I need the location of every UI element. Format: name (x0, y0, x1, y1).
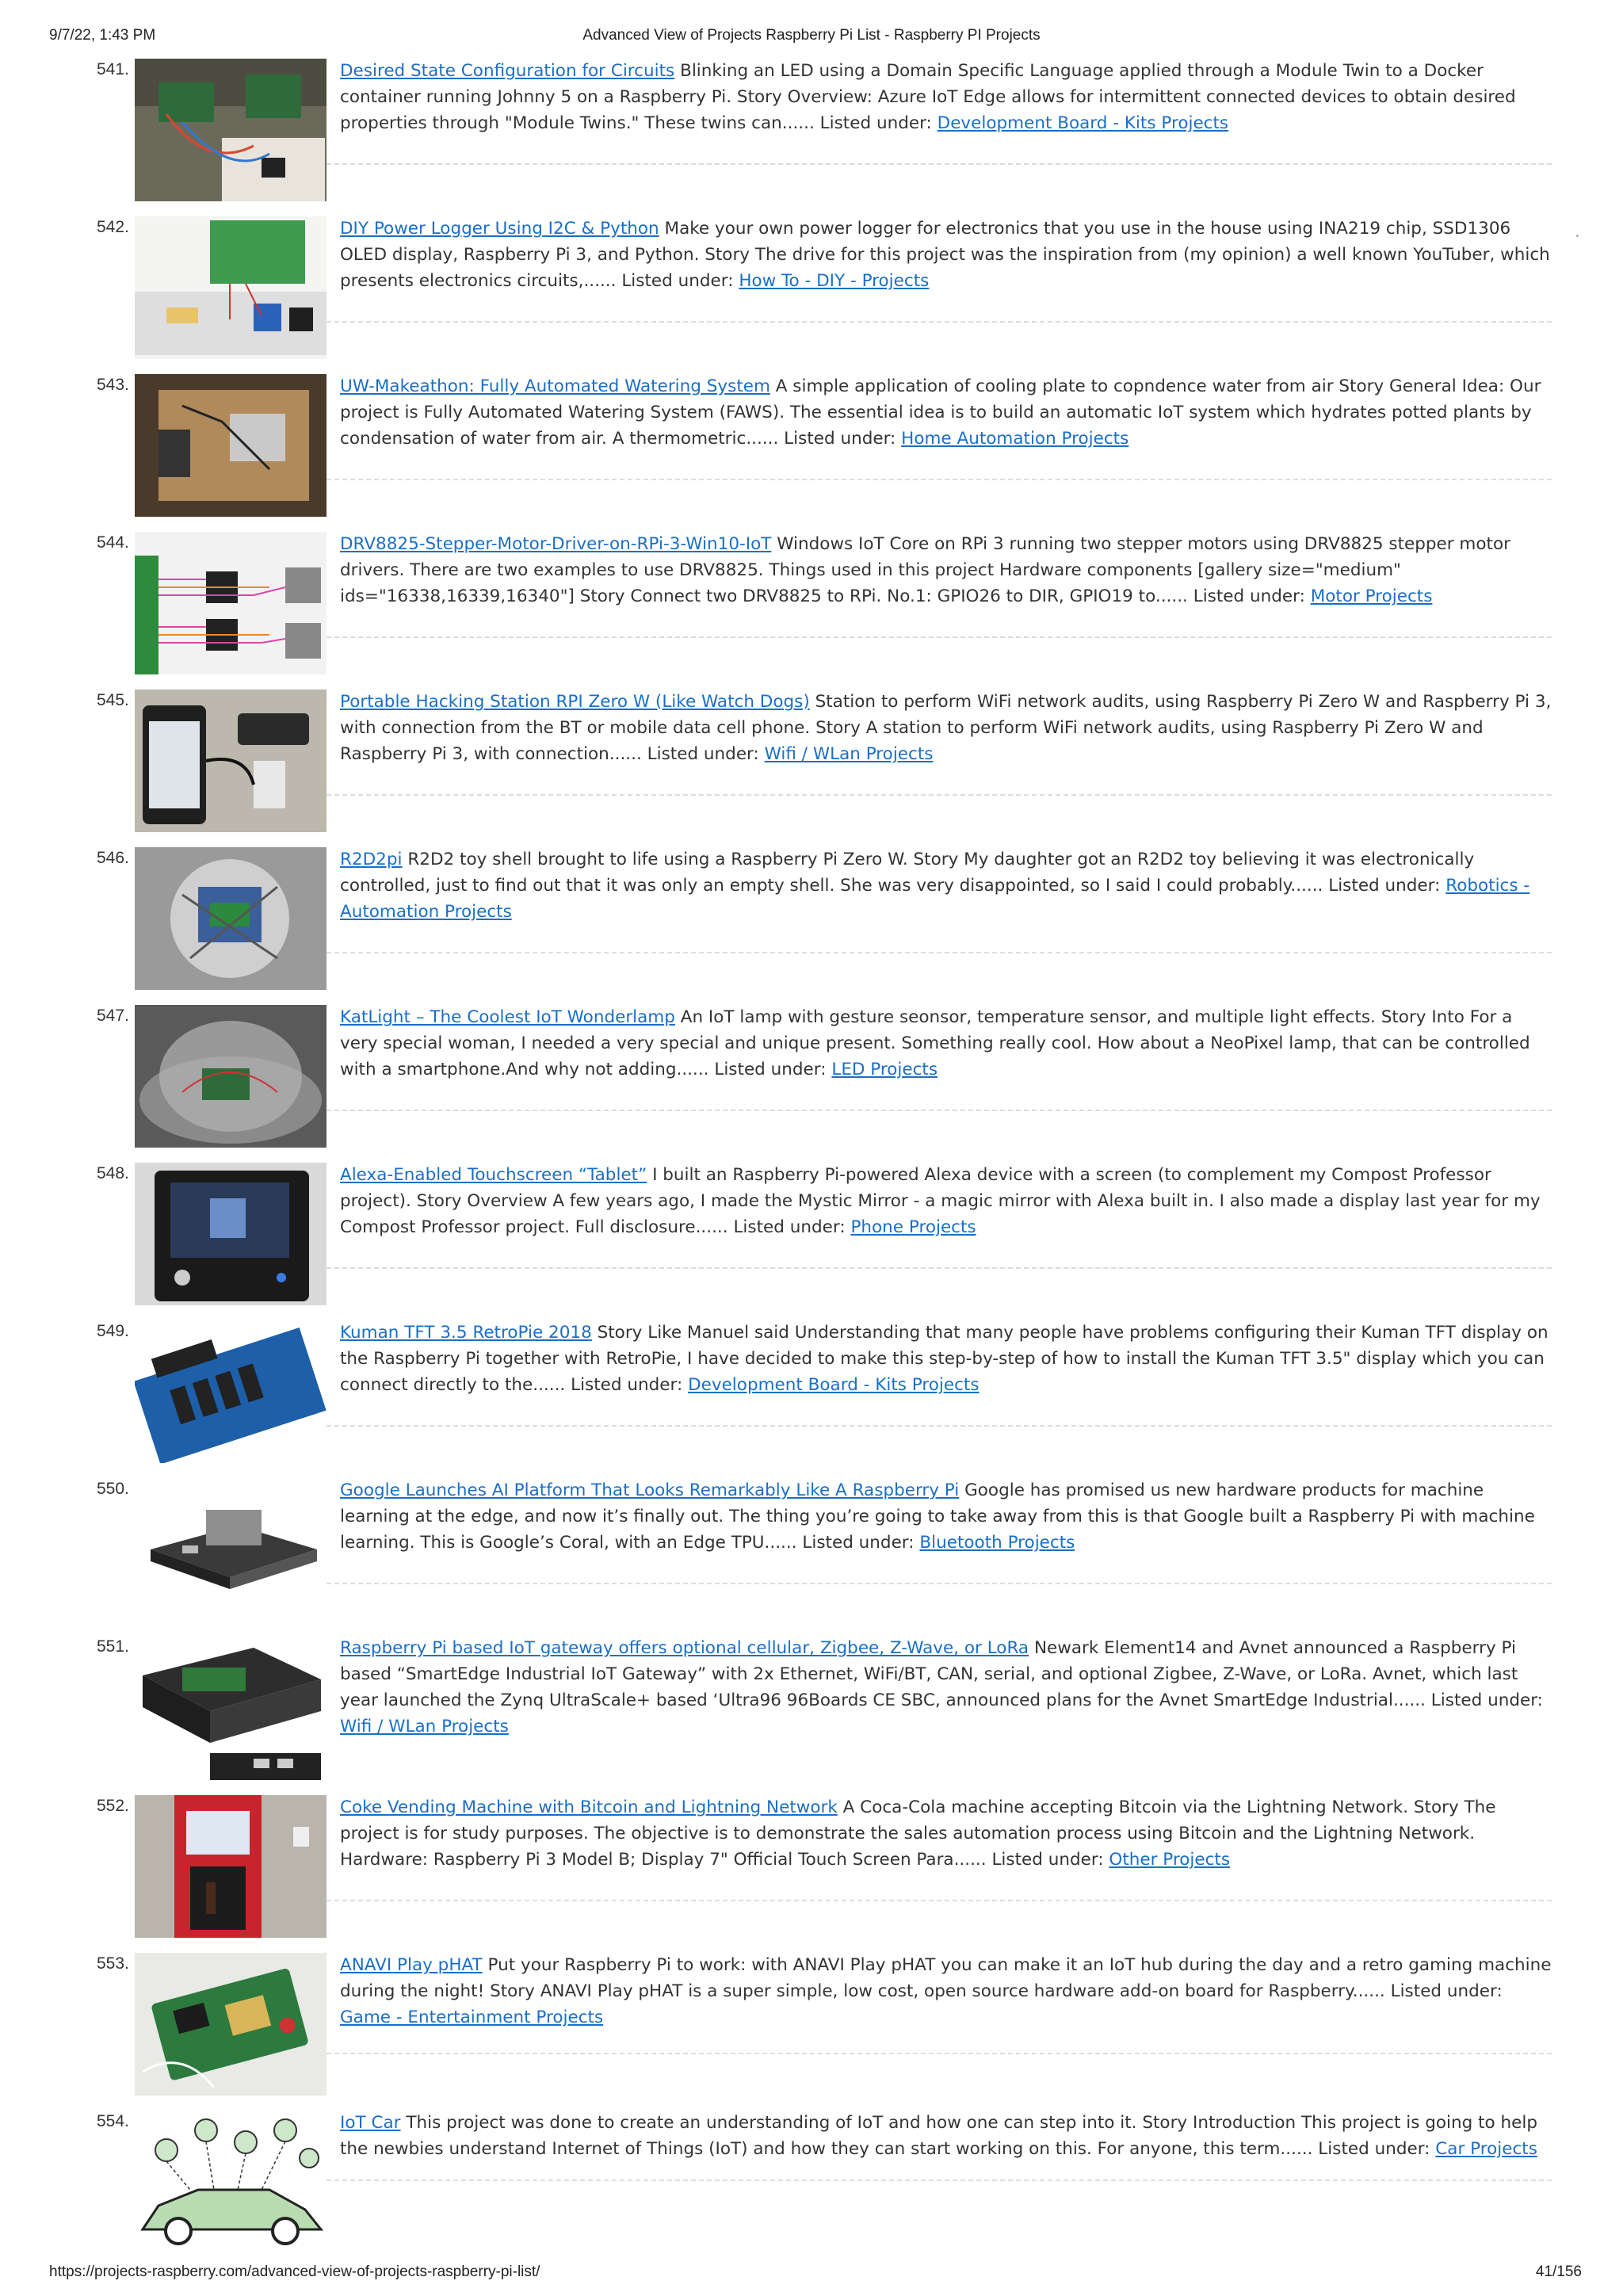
item-title-link[interactable]: Desired State Configuration for Circuits (340, 61, 675, 81)
print-page-title: Advanced View of Projects Raspberry Pi List - Raspberry PI Projects (582, 27, 1041, 44)
item-title-link[interactable]: ANAVI Play pHAT (340, 1955, 483, 1975)
item-number: 545. (97, 691, 129, 709)
item-category-link[interactable]: Motor Projects (1310, 586, 1433, 606)
item-category-link[interactable]: Wifi / WLan Projects (764, 744, 934, 764)
item-text (340, 2110, 1552, 2162)
item-description: This project was done to create an understanding of IoT and how one can step into it. Story Introduction This project is going to help the newbies understand Internet of Things (IoT) and how they can start working on this. For anyone, this term...... (340, 2113, 1538, 2159)
item-description: A simple application of cooling plate to copndence water from air Story General Idea: Our project is Fully Automated Watering System (FAWS). The essential idea is to build an automatic IoT system which hydrates potted plants by condensation of water from air. A thermometric...... (340, 376, 1541, 449)
listed-under-label: Listed under: (571, 1375, 683, 1395)
list-item (0, 1634, 1623, 1794)
thumbnail-image[interactable] (135, 1163, 327, 1305)
project-list (0, 57, 1623, 2267)
item-text (340, 1477, 1552, 1556)
item-number: 551. (97, 1637, 129, 1656)
list-item (0, 1003, 1623, 1161)
item-number: 542. (97, 218, 129, 236)
item-divider (327, 2053, 1552, 2054)
thumbnail-image[interactable] (135, 690, 327, 832)
item-title-link[interactable]: KatLight – The Coolest IoT Wonderlamp (340, 1007, 675, 1027)
item-description: Windows IoT Core on RPi 3 running two stepper motors using DRV8825 stepper motor drivers. There are two examples to use DRV8825. Things used in this project Hardware components [gallery size="medium" ids="16338,16339,16340"] Story Connect two DRV8825 to RPi. No.1: GPIO26 to DIR, GPIO19 to...... (340, 534, 1510, 606)
list-item (0, 2109, 1623, 2267)
item-number: 550. (97, 1480, 129, 1498)
item-title-link[interactable]: Kuman TFT 3.5 RetroPie 2018 (340, 1323, 592, 1343)
item-text (340, 1004, 1552, 1083)
item-title-link[interactable]: IoT Car (340, 2113, 401, 2133)
list-item (0, 1319, 1623, 1477)
print-datetime: 9/7/22, 1:43 PM (49, 27, 156, 44)
item-text (340, 846, 1552, 925)
item-description: Newark Element14 and Avnet announced a Raspberry Pi based “SmartEdge Industrial IoT Gateway” with 2x Ethernet, WiFi/BT, CAN, serial, and optional Zigbee, Z-Wave, or LoRa. Avnet, which last year launched the Zynq UltraScale+ based ‘Ultra96 96Boards CE SBC, announced plans for the Avnet SmartEdge Industrial...... (340, 1638, 1518, 1710)
item-description: R2D2 toy shell brought to life using a Raspberry Pi Zero W. Story My daughter got an R2D2 toy believing it was electronically controlled, just to find out that it was only an empty shell. She was very disappointed, so I said I could probably...... (340, 850, 1475, 896)
item-divider (327, 1267, 1552, 1269)
item-divider (327, 794, 1552, 796)
item-category-link[interactable]: Development Board - Kits Projects (937, 113, 1229, 133)
listed-under-label: Listed under: (802, 1533, 915, 1553)
list-item (0, 1794, 1623, 1951)
item-category-link[interactable]: Robotics - Automation Projects (340, 876, 1530, 922)
item-text (340, 58, 1552, 136)
list-item (0, 1161, 1623, 1319)
item-number: 543. (97, 376, 129, 394)
item-text (340, 1320, 1552, 1398)
item-title-link[interactable]: Portable Hacking Station RPI Zero W (Like Watch Dogs) (340, 692, 810, 712)
list-item (0, 1951, 1623, 2109)
item-title-link[interactable]: R2D2pi (340, 850, 403, 869)
item-divider (327, 1583, 1552, 1584)
item-number: 546. (97, 849, 129, 867)
item-divider (327, 479, 1552, 480)
item-description: Google has promised us new hardware products for machine learning at the edge, and now it’s finally out. The thing you’re going to take away from this is that Google built a Raspberry Pi with machine learning. This is Google’s Coral, with an Edge TPU...... (340, 1480, 1535, 1553)
item-text (340, 1952, 1552, 2030)
list-item (0, 846, 1623, 1003)
listed-under-label: Listed under: (1318, 2139, 1430, 2159)
thumbnail-image[interactable] (135, 532, 327, 674)
listed-under-label: Listed under: (714, 1060, 827, 1079)
item-number: 547. (97, 1007, 129, 1025)
item-category-link[interactable]: LED Projects (831, 1060, 938, 1079)
thumbnail-image[interactable] (135, 1953, 327, 2095)
item-text (340, 373, 1552, 452)
item-category-link[interactable]: How To - DIY - Projects (739, 271, 930, 291)
thumbnail-image[interactable] (135, 374, 327, 517)
item-category-link[interactable]: Car Projects (1435, 2139, 1537, 2159)
item-category-link[interactable]: Wifi / WLan Projects (340, 1717, 509, 1736)
listed-under-label: Listed under: (1430, 1690, 1543, 1710)
item-number: 544. (97, 533, 129, 552)
list-item (0, 57, 1623, 215)
print-page-number: 41/156 (1535, 2264, 1582, 2280)
item-description: A Coca-Cola machine accepting Bitcoin via the Lightning Network. Story The project is for study purposes. The objective is to demonstrate the sales automation process using Bitcoin and the Lightning Network. Hardware: Raspberry Pi 3 Model B; Display 7" Official Touch Screen Para...... (340, 1797, 1496, 1870)
print-url: https://projects-raspberry.com/advanced-view-of-projects-raspberry-pi-list/ (49, 2264, 540, 2280)
item-description: Story Like Manuel said Understanding that many people have problems configuring their Kuman TFT display on the Raspberry Pi together with RetroPie, I have decided to make this step-by-step of how to install the Kuman TFT 3.5" display which you can connect directly to the...... (340, 1323, 1549, 1395)
item-description: Blinking an LED using a Domain Specific Language applied through a Module Twin to a Docker container running Johnny 5 on a Raspberry Pi. Story Overview: Azure IoT Edge allows for intermittent connected devices to obtain desired properties through "Module Twins." These twins can...... (340, 61, 1516, 133)
item-title-link[interactable]: Raspberry Pi based IoT gateway offers optional cellular, Zigbee, Z-Wave, or LoRa (340, 1638, 1029, 1658)
item-text (340, 531, 1552, 609)
item-title-link[interactable]: DRV8825-Stepper-Motor-Driver-on-RPi-3-Win10-IoT (340, 534, 772, 554)
item-category-link[interactable]: Game - Entertainment Projects (340, 2008, 604, 2027)
item-category-link[interactable]: Home Automation Projects (901, 429, 1129, 449)
item-divider (327, 952, 1552, 953)
thumbnail-image[interactable] (135, 1005, 327, 1148)
item-title-link[interactable]: DIY Power Logger Using I2C & Python (340, 219, 659, 239)
list-item (0, 530, 1623, 688)
thumbnail-image[interactable] (135, 59, 327, 201)
thumbnail-image[interactable] (135, 2111, 327, 2253)
listed-under-label: Listed under: (1390, 1981, 1503, 2001)
listed-under-label: Listed under: (819, 113, 932, 133)
item-category-link[interactable]: Development Board - Kits Projects (688, 1375, 980, 1395)
thumbnail-image[interactable] (135, 1636, 327, 1782)
list-item (0, 688, 1623, 846)
item-title-link[interactable]: UW-Makeathon: Fully Automated Watering System (340, 376, 770, 396)
item-text (340, 689, 1552, 767)
listed-under-label: Listed under: (647, 744, 759, 764)
item-text (340, 1162, 1552, 1240)
list-item (0, 215, 1623, 372)
item-description: An IoT lamp with gesture seonsor, temperature sensor, and multiple light effects. Story Into For a very special woman, I needed a very special and unique present. Something really cool. How about a NeoPixel lamp, that can be controlled with a smartphone.And why not adding...... (340, 1007, 1530, 1079)
item-divider (327, 163, 1552, 165)
item-description: I built an Raspberry Pi-powered Alexa device with a screen (to complement my Compost Professor project). Story Overview A few years ago, I made the Mystic Mirror - a magic mirror with Alexa built in. I also made a display last year for my Compost Professor project. Full disclosure...... (340, 1165, 1541, 1237)
item-number: 541. (97, 60, 129, 78)
item-divider (327, 1110, 1552, 1111)
item-divider (327, 1900, 1552, 1901)
list-item (0, 372, 1623, 530)
item-divider (327, 321, 1552, 323)
item-title-link[interactable]: Coke Vending Machine with Bitcoin and Lightning Network (340, 1797, 838, 1817)
thumbnail-image[interactable] (135, 216, 327, 359)
thumbnail-image[interactable] (135, 1320, 327, 1463)
listed-under-label: Listed under: (991, 1850, 1104, 1870)
item-divider (327, 636, 1552, 638)
listed-under-label: Listed under: (784, 429, 896, 449)
item-number: 549. (97, 1322, 129, 1340)
item-category-link[interactable]: Bluetooth Projects (919, 1533, 1075, 1553)
thumbnail-image[interactable] (135, 1478, 327, 1621)
item-number: 548. (97, 1164, 129, 1182)
item-number: 552. (97, 1797, 129, 1815)
item-description: Make your own power logger for electronics that you use in the house using INA219 chip, SSD1306 OLED display, Raspberry Pi 3, and Python. Story The drive for this project was the inspiration from (my opinion) a well known YouTuber, which presents electronics circuits,...... (340, 219, 1550, 291)
item-text (340, 1635, 1552, 1740)
item-number: 554. (97, 2112, 129, 2130)
listed-under-label: Listed under: (1328, 876, 1441, 896)
list-item (0, 1477, 1623, 1634)
item-category-link[interactable]: Phone Projects (850, 1217, 976, 1237)
thumbnail-image[interactable] (135, 847, 327, 990)
listed-under-label: Listed under: (1193, 586, 1305, 606)
listed-under-label: Listed under: (621, 271, 734, 291)
item-text (340, 216, 1552, 294)
item-title-link[interactable]: Google Launches AI Platform That Looks Remarkably Like A Raspberry Pi (340, 1480, 960, 1500)
item-description: Put your Raspberry Pi to work: with ANAVI Play pHAT you can make it an IoT hub during the day and a retro gaming machine during the night! Story ANAVI Play pHAT is a super simple, low cost, open source hardware add-on board for Raspberry...... (340, 1955, 1552, 2001)
item-number: 553. (97, 1954, 129, 1973)
item-title-link[interactable]: Alexa-Enabled Touchscreen “Tablet” (340, 1165, 647, 1185)
item-category-link[interactable]: Other Projects (1109, 1850, 1231, 1870)
item-description: Station to perform WiFi network audits, using Raspberry Pi Zero W and Raspberry Pi 3, with connection from the BT or mobile data cell phone. Story A station to perform WiFi network audits, using Raspberry Pi Zero W and Raspberry Pi 3, with connection...... (340, 692, 1552, 764)
thumbnail-image[interactable] (135, 1795, 327, 1938)
item-divider (327, 2179, 1552, 2181)
item-text (340, 1794, 1552, 1873)
item-divider (327, 1425, 1552, 1427)
listed-under-label: Listed under: (733, 1217, 846, 1237)
